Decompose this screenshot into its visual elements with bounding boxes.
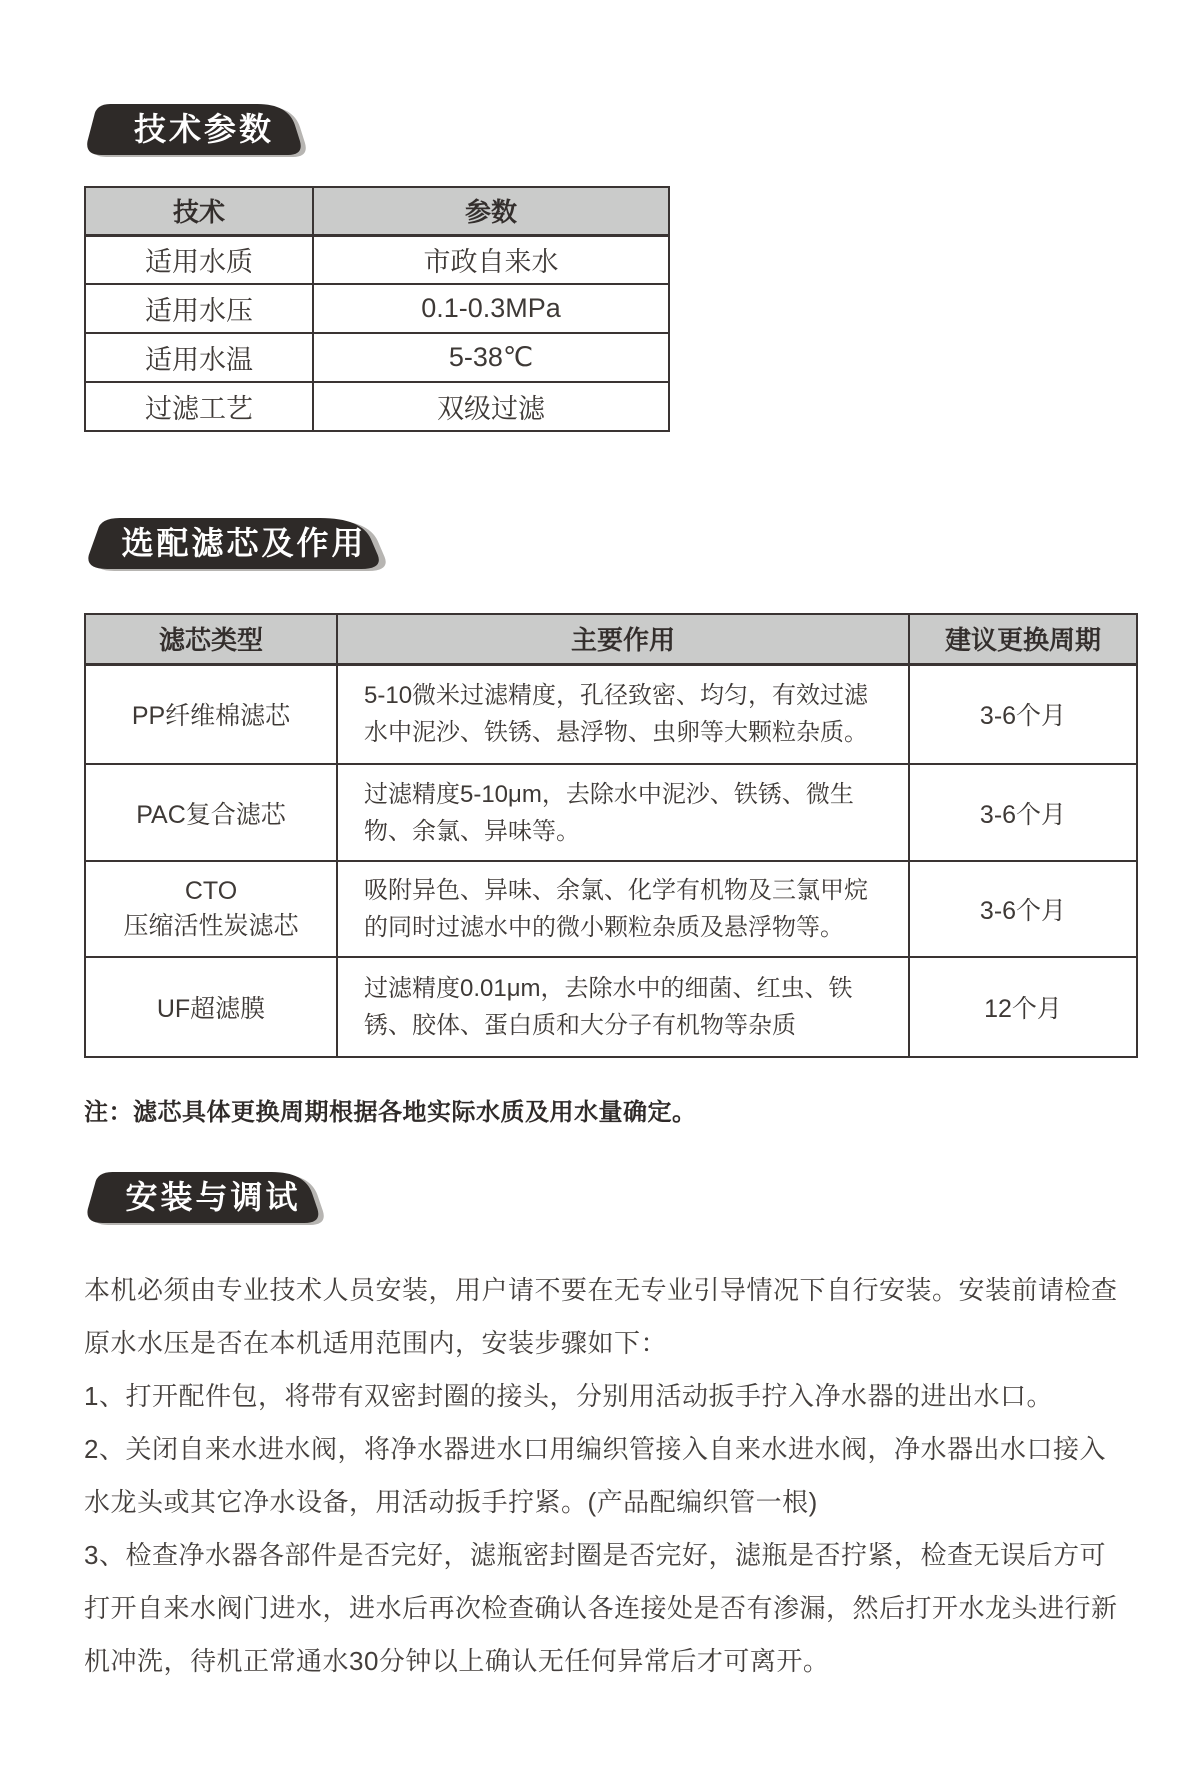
table-row — [85, 382, 669, 431]
replace-period: 3-6个月 — [909, 664, 1137, 764]
filter-type — [85, 861, 337, 957]
filter-type-line1: CTO — [184, 876, 238, 905]
filter-type: UF超滤膜 — [85, 957, 337, 1057]
param-value: 市政自来水 — [313, 235, 669, 284]
table-row — [85, 284, 669, 333]
filter-type-line2: 压缩活性炭滤芯 — [123, 911, 299, 940]
install-step-2: 2、关闭自来水进水阀，将净水器进水口用编织管接入自来水进水阀，净水器出水口接入水龙头或其它净水设备，用活动扳手拧紧。(产品配编织管一根) — [84, 1434, 1106, 1517]
replace-period: 3-6个月 — [909, 764, 1137, 861]
install-step-3: 3、检查净水器各部件是否完好，滤瓶密封圈是否完好，滤瓶是否拧紧，检查无误后方可打开自来水阀门进水，进水后再次检查确认各连接处是否有渗漏，然后打开水龙头进行新机冲洗，待机正常通水30分钟以上确认无任何异常后才可离开。 — [84, 1540, 1118, 1676]
table-row-pac — [85, 764, 1137, 861]
table-row — [85, 235, 669, 284]
filter-type: PP纤维棉滤芯 — [85, 664, 337, 764]
filter-note: 注：滤芯具体更换周期根据各地实际水质及用水量确定。 — [84, 1099, 697, 1126]
col-header-filter-type: 滤芯类型 — [85, 614, 337, 664]
filter-type: PAC复合滤芯 — [85, 764, 337, 861]
section-title: 安装与调试 — [125, 1179, 301, 1215]
replace-period: 12个月 — [909, 957, 1137, 1057]
section-title: 选配滤芯及作用 — [121, 525, 367, 561]
section-header-tech-params — [84, 103, 306, 157]
tech-params-table — [84, 186, 670, 432]
filter-function: 5-10微米过滤精度，孔径致密、均匀，有效过滤水中泥沙、铁锈、悬浮物、虫卵等大颗粒杂质。 — [337, 664, 909, 764]
filter-table — [84, 613, 1138, 1058]
param-name: 适用水质 — [85, 235, 313, 284]
table-row-pp — [85, 664, 1137, 764]
col-header-period: 建议更换周期 — [909, 614, 1137, 664]
table-header-row — [85, 614, 1137, 664]
filter-function: 吸附异色、异味、余氯、化学有机物及三氯甲烷的同时过滤水中的微小颗粒杂质及悬浮物等。 — [337, 861, 909, 957]
param-value: 5-38℃ — [313, 333, 669, 382]
table-row — [85, 333, 669, 382]
param-name: 过滤工艺 — [85, 382, 313, 431]
table-row-uf — [85, 957, 1137, 1057]
filter-function: 过滤精度0.01μm，去除水中的细菌、红虫、铁锈、胶体、蛋白质和大分子有机物等杂质 — [337, 957, 909, 1057]
replace-period: 3-6个月 — [909, 861, 1137, 957]
install-step-1: 1、打开配件包，将带有双密封圈的接头，分别用活动扳手拧入净水器的进出水口。 — [84, 1381, 1053, 1411]
installation-instructions — [84, 1264, 1128, 1688]
table-header-row — [85, 187, 669, 235]
param-value: 双级过滤 — [313, 382, 669, 431]
col-header-param: 参数 — [313, 187, 669, 235]
col-header-tech: 技术 — [85, 187, 313, 235]
section-header-installation — [84, 1171, 324, 1225]
table-row-cto — [85, 861, 1137, 957]
install-intro: 本机必须由专业技术人员安装，用户请不要在无专业引导情况下自行安装。安装前请检查原水水压是否在本机适用范围内，安装步骤如下： — [84, 1275, 1118, 1358]
section-title: 技术参数 — [133, 111, 274, 147]
param-name: 适用水压 — [85, 284, 313, 333]
section-header-filter-options — [84, 517, 386, 571]
filter-function: 过滤精度5-10μm，去除水中泥沙、铁锈、微生物、余氯、异味等。 — [337, 764, 909, 861]
param-value: 0.1-0.3MPa — [313, 284, 669, 333]
col-header-function: 主要作用 — [337, 614, 909, 664]
param-name: 适用水温 — [85, 333, 313, 382]
